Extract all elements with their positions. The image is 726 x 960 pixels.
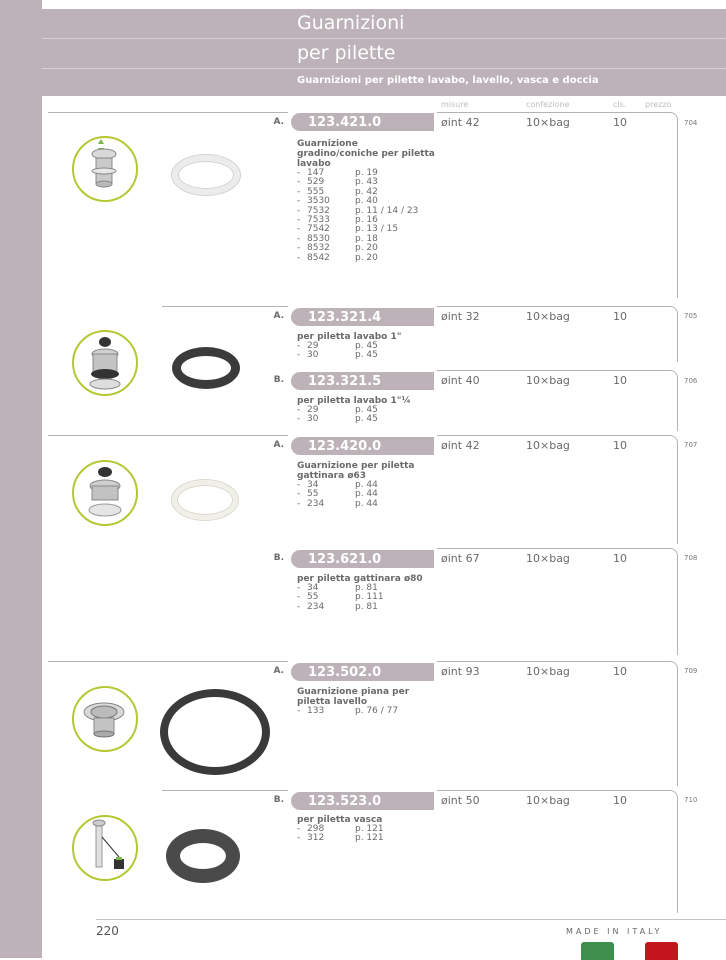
page-number: 220 [96, 924, 119, 938]
piletta-vasca-image [72, 815, 138, 881]
reference-dash: - [297, 233, 301, 244]
reference-page: p. 18 [355, 233, 378, 244]
reference-page: p. 19 [355, 168, 378, 178]
reference-page: p. 81 [355, 583, 378, 593]
product-code [291, 437, 434, 455]
reference-row [297, 254, 437, 263]
reference-model: 147 [307, 168, 325, 178]
item-description [297, 574, 437, 612]
reference-model: 555 [307, 186, 325, 197]
reference-dash: - [297, 405, 301, 415]
reference-model: 7533 [307, 215, 330, 226]
reference-model: 55 [307, 592, 319, 603]
page-subtitle: Guarnizioni per pilette lavabo, lavello, vasca e doccia [297, 75, 599, 86]
size-cell: øint 67 [441, 552, 480, 565]
cls-cell: 10 [613, 794, 627, 807]
gasket-709-image [160, 689, 270, 775]
section-divider [162, 306, 288, 307]
product-code-text: 123.502.0 [308, 665, 382, 680]
reference-dash: - [297, 350, 301, 361]
reference-page: p. 45 [355, 350, 378, 361]
section-divider [162, 790, 288, 791]
item-title: per piletta lavabo 1" [297, 332, 402, 342]
cls-cell: 10 [613, 439, 627, 452]
section-divider [48, 661, 288, 662]
size-cell: øint 40 [441, 374, 480, 387]
pack-cell: 10×bag [526, 116, 570, 129]
reference-model: 312 [307, 833, 325, 844]
item-number: 704 [684, 119, 698, 127]
reference-dash: - [297, 177, 301, 188]
page-title-line2: per pilette [297, 42, 396, 64]
reference-dash: - [297, 592, 301, 603]
col-header-cls: cls. [613, 100, 627, 109]
gasket-707-image [172, 480, 238, 520]
reference-dash: - [297, 168, 301, 178]
reference-model: 8542 [307, 252, 330, 263]
reference-page: p. 44 [355, 498, 378, 509]
reference-page: p. 45 [355, 405, 378, 415]
page-header [42, 9, 726, 96]
reference-page: p. 43 [355, 177, 378, 188]
item-number: 706 [684, 377, 698, 385]
reference-model: 7542 [307, 224, 330, 235]
reference-model: 8530 [307, 233, 330, 244]
item-title: per piletta vasca [297, 815, 383, 825]
reference-dash: - [297, 243, 301, 254]
reference-model: 34 [307, 583, 319, 593]
item-number: 710 [684, 796, 698, 804]
size-cell: øint 32 [441, 310, 480, 323]
pack-cell: 10×bag [526, 374, 570, 387]
header-divider [42, 68, 726, 69]
reference-dash: - [297, 252, 301, 263]
item-number: 705 [684, 312, 698, 320]
reference-dash: - [297, 833, 301, 844]
reference-page: p. 111 [355, 592, 384, 603]
reference-dash: - [297, 601, 301, 612]
reference-dash: - [297, 196, 301, 207]
reference-dash: - [297, 414, 301, 425]
reference-row [297, 603, 437, 612]
reference-model: 298 [307, 824, 325, 834]
reference-model: 29 [307, 341, 319, 351]
reference-model: 34 [307, 480, 319, 490]
reference-page: p. 11 / 14 / 23 [355, 205, 419, 216]
size-cell: øint 50 [441, 794, 480, 807]
reference-dash: - [297, 480, 301, 490]
gasket-705-image [172, 347, 240, 389]
reference-row [297, 500, 437, 509]
product-code [291, 663, 434, 681]
item-description [297, 396, 437, 425]
piletta-lavello-image [72, 686, 138, 752]
reference-dash: - [297, 224, 301, 235]
reference-page: p. 40 [355, 196, 378, 207]
gasket-704-image [172, 155, 240, 195]
item-number: 708 [684, 554, 698, 562]
reference-row [297, 707, 437, 716]
item-letter: B. [273, 795, 284, 805]
item-letter: A. [273, 117, 284, 127]
reference-row [297, 351, 437, 360]
section-divider [48, 435, 288, 436]
item-letter: B. [273, 375, 284, 385]
cls-cell: 10 [613, 374, 627, 387]
reference-model: 55 [307, 489, 319, 500]
product-code-text: 123.420.0 [308, 439, 382, 454]
item-number: 709 [684, 667, 698, 675]
flag-red-block [645, 942, 678, 960]
col-header-misure: misure [441, 100, 469, 109]
reference-page: p. 16 [355, 215, 378, 226]
reference-page: p. 81 [355, 601, 378, 612]
reference-model: 8532 [307, 243, 330, 254]
pack-cell: 10×bag [526, 665, 570, 678]
item-description [297, 815, 437, 844]
pack-cell: 10×bag [526, 439, 570, 452]
page-title: Guarnizioni [297, 12, 405, 34]
reference-dash: - [297, 489, 301, 500]
side-band [0, 0, 42, 958]
cls-cell: 10 [613, 665, 627, 678]
item-description [297, 687, 437, 716]
product-code [291, 792, 434, 810]
item-description [297, 332, 437, 361]
piletta-gattinara-image [72, 460, 138, 526]
product-code-text: 123.321.5 [308, 374, 382, 389]
reference-page: p. 45 [355, 414, 378, 425]
reference-row [297, 415, 437, 424]
item-title: Guarnizione piana per piletta lavello [297, 687, 410, 707]
pack-cell: 10×bag [526, 794, 570, 807]
flag-green-block [581, 942, 614, 960]
product-code [291, 550, 434, 568]
reference-page: p. 44 [355, 480, 378, 490]
cls-cell: 10 [613, 116, 627, 129]
reference-page: p. 20 [355, 243, 378, 254]
reference-dash: - [297, 824, 301, 834]
row-bracket [437, 112, 678, 298]
reference-model: 29 [307, 405, 319, 415]
reference-model: 3530 [307, 196, 330, 207]
made-in-italy: MADE IN ITALY [566, 927, 663, 936]
reference-dash: - [297, 186, 301, 197]
reference-dash: - [297, 215, 301, 226]
product-code [291, 372, 434, 390]
col-header-confezione: confezione [526, 100, 570, 109]
size-cell: øint 42 [441, 439, 480, 452]
reference-model: 529 [307, 177, 325, 188]
reference-model: 133 [307, 706, 325, 716]
size-cell: øint 42 [441, 116, 480, 129]
item-title: Guarnizione gradino/coniche per piletta lavabo [297, 139, 435, 169]
section-divider [48, 112, 288, 113]
pack-cell: 10×bag [526, 552, 570, 565]
row-bracket [437, 661, 678, 786]
reference-page: p. 44 [355, 489, 378, 500]
product-code [291, 308, 434, 326]
item-title: per piletta lavabo 1"¼ [297, 396, 411, 406]
product-code-text: 123.621.0 [308, 552, 382, 567]
reference-page: p. 76 / 77 [355, 706, 399, 716]
header-divider [42, 38, 726, 39]
item-description [297, 461, 437, 509]
reference-page: p. 121 [355, 824, 384, 834]
cls-cell: 10 [613, 552, 627, 565]
footer-divider [96, 919, 726, 920]
reference-dash: - [297, 498, 301, 509]
cls-cell: 10 [613, 310, 627, 323]
item-letter: A. [273, 440, 284, 450]
reference-page: p. 121 [355, 833, 384, 844]
reference-dash: - [297, 706, 301, 716]
reference-model: 30 [307, 414, 319, 425]
reference-dash: - [297, 341, 301, 351]
reference-page: p. 13 / 15 [355, 224, 399, 235]
reference-model: 7532 [307, 205, 330, 216]
product-code-text: 123.421.0 [308, 115, 382, 130]
reference-page: p. 42 [355, 186, 378, 197]
piletta-lavabo-image [72, 136, 138, 202]
reference-page: p. 20 [355, 252, 378, 263]
reference-dash: - [297, 583, 301, 593]
reference-dash: - [297, 205, 301, 216]
item-letter: A. [273, 311, 284, 321]
reference-model: 30 [307, 350, 319, 361]
product-code [291, 113, 434, 131]
gasket-710-image [166, 829, 240, 883]
item-number: 707 [684, 441, 698, 449]
piletta-lavabo-image [72, 330, 138, 396]
item-letter: B. [273, 553, 284, 563]
item-letter: A. [273, 666, 284, 676]
pack-cell: 10×bag [526, 310, 570, 323]
product-code-text: 123.321.4 [308, 310, 382, 325]
reference-row [297, 834, 437, 843]
row-bracket [437, 790, 678, 913]
item-title: Guarnizione per piletta gattinara ø63 [297, 461, 415, 481]
item-title: per piletta gattinara ø80 [297, 574, 423, 584]
reference-page: p. 45 [355, 341, 378, 351]
reference-model: 234 [307, 601, 325, 612]
product-code-text: 123.523.0 [308, 794, 382, 809]
col-header-prezzo: prezzo [645, 100, 672, 109]
item-description [297, 139, 437, 263]
size-cell: øint 93 [441, 665, 480, 678]
reference-model: 234 [307, 498, 325, 509]
